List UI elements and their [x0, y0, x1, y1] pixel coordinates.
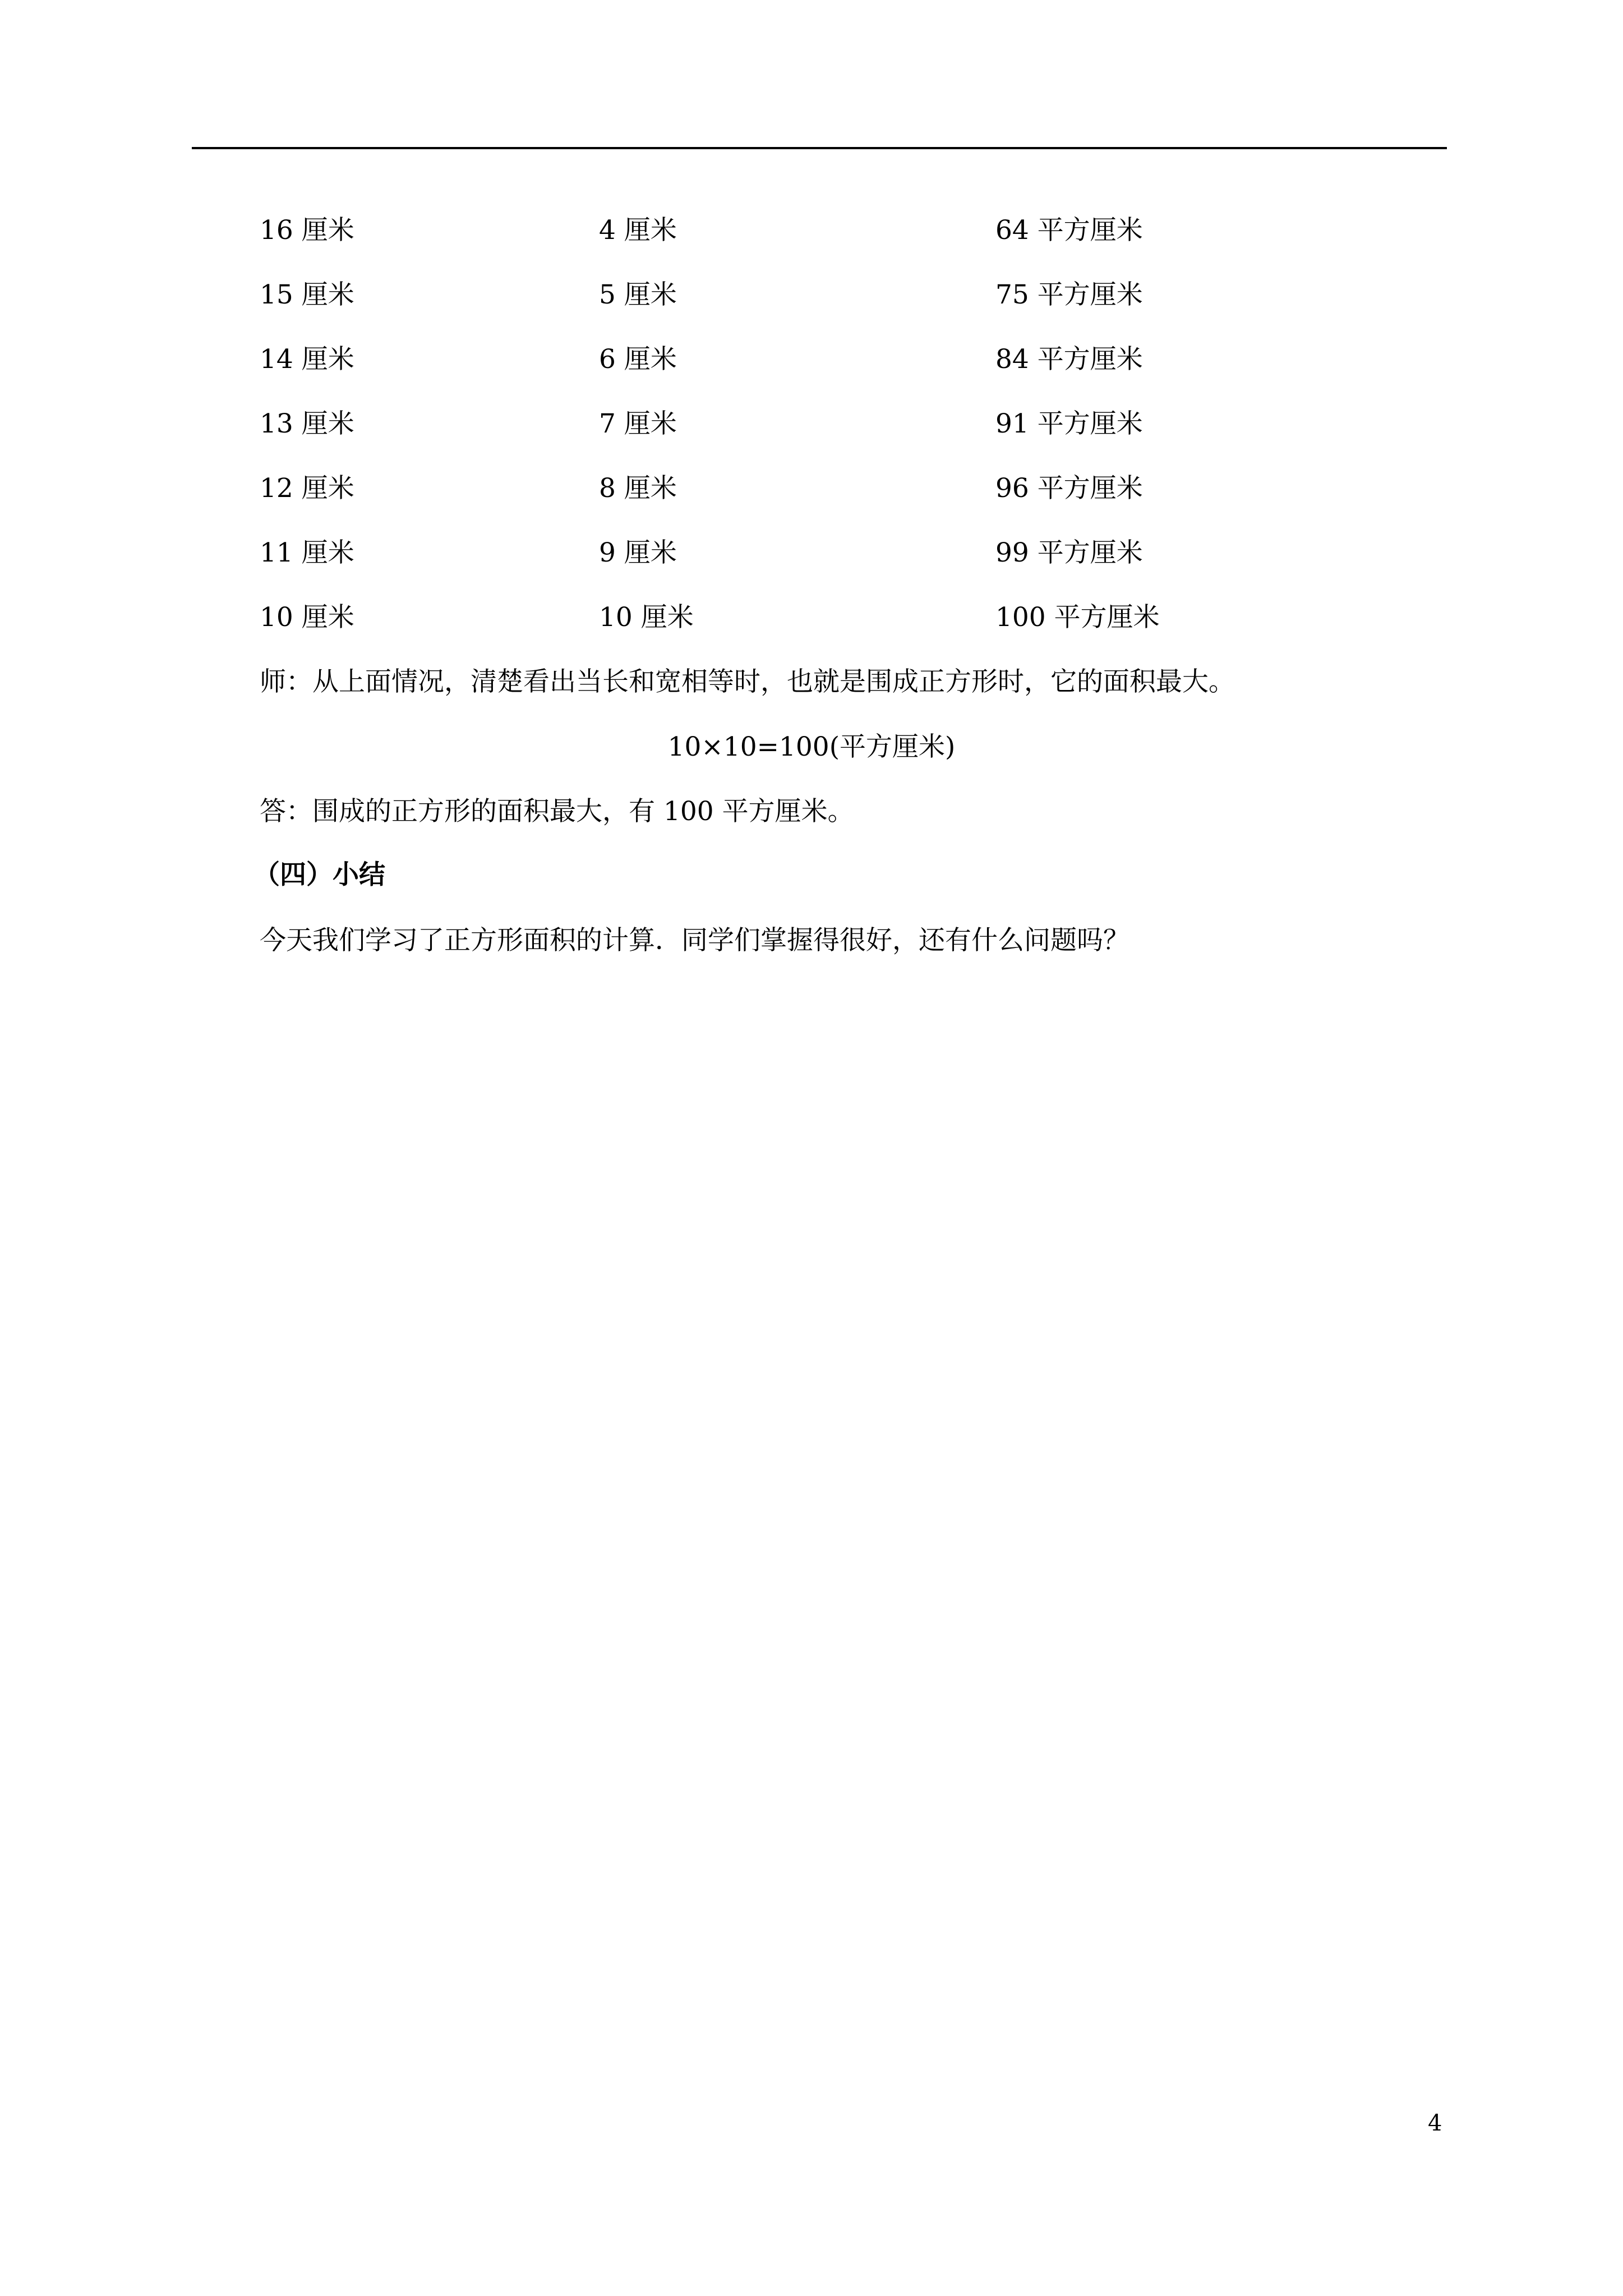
table-row [0, 343, 1623, 407]
table-row [0, 278, 1623, 343]
table-cell-width: 8 厘米 [599, 473, 677, 504]
table-row [0, 214, 1623, 278]
table-cell-length: 10 厘米 [260, 602, 354, 633]
section-heading: （四）小结 [253, 859, 385, 890]
table-cell-width: 7 厘米 [599, 408, 677, 439]
table-cell-length: 13 厘米 [260, 408, 354, 439]
table-cell-width: 9 厘米 [599, 537, 677, 568]
area-formula: 10×10=100(平方厘米) [667, 731, 956, 762]
table-cell-area: 64 平方厘米 [995, 215, 1143, 246]
table-row [0, 536, 1623, 601]
table-row [0, 407, 1623, 472]
table-cell-width: 4 厘米 [599, 215, 677, 246]
summary-text: 今天我们学习了正方形面积的计算．同学们掌握得很好，还有什么问题吗？ [260, 925, 1129, 956]
table-cell-width: 6 厘米 [599, 344, 677, 375]
page-number: 4 [1428, 2110, 1442, 2136]
table-cell-area: 96 平方厘米 [995, 473, 1143, 504]
table-cell-length: 14 厘米 [260, 344, 354, 375]
table-cell-width: 10 厘米 [599, 602, 694, 633]
table-cell-area: 100 平方厘米 [995, 602, 1160, 633]
table-cell-area: 84 平方厘米 [995, 344, 1143, 375]
table-cell-length: 16 厘米 [260, 215, 354, 246]
table-cell-area: 91 平方厘米 [995, 408, 1143, 439]
table-row [0, 472, 1623, 536]
table-cell-length: 15 厘米 [260, 279, 354, 310]
header-rule [192, 147, 1447, 149]
table-cell-width: 5 厘米 [599, 279, 677, 310]
table-row [0, 601, 1623, 665]
table-cell-area: 75 平方厘米 [995, 279, 1143, 310]
table-cell-length: 11 厘米 [260, 537, 354, 568]
table-cell-area: 99 平方厘米 [995, 537, 1143, 568]
answer-text: 答：围成的正方形的面积最大，有 100 平方厘米。 [260, 796, 854, 827]
teacher-remark: 师：从上面情况，清楚看出当长和宽相等时，也就是围成正方形时，它的面积最大。 [260, 666, 1235, 697]
table-cell-length: 12 厘米 [260, 473, 354, 504]
